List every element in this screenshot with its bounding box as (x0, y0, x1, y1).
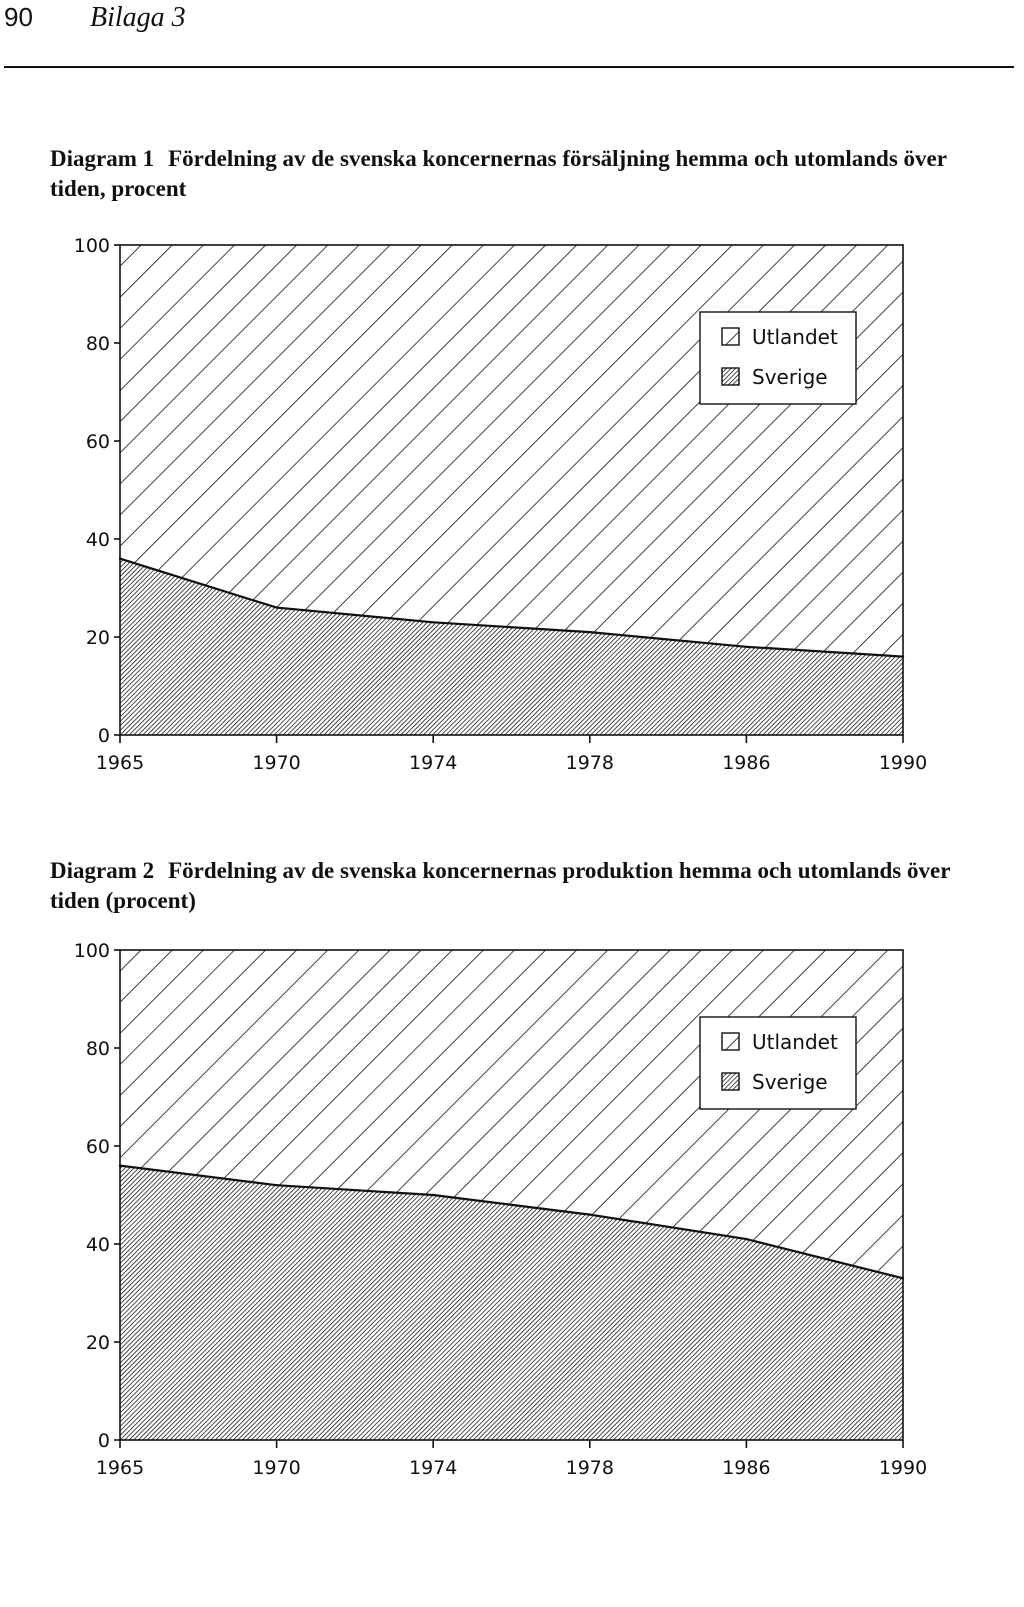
figure-label-2: Diagram 2 (50, 858, 155, 883)
x-tick-label: 1970 (252, 752, 301, 774)
data-point-sverige (432, 1194, 434, 1196)
x-tick-label: 1986 (722, 1457, 771, 1479)
legend-swatch (722, 368, 739, 385)
y-tick-label: 20 (85, 1332, 110, 1354)
data-point-sverige (275, 1184, 277, 1186)
y-tick-label: 80 (85, 1038, 110, 1060)
legend-label: Sverige (752, 365, 828, 389)
y-tick-label: 80 (85, 333, 110, 355)
y-tick-label: 60 (85, 1136, 110, 1158)
data-point-sverige (745, 646, 747, 648)
header-rule (4, 66, 1014, 68)
legend (700, 1017, 856, 1109)
x-tick-label: 1990 (878, 1457, 928, 1479)
y-tick-label: 100 (73, 235, 110, 257)
y-tick-label: 40 (85, 1234, 110, 1256)
x-tick-label: 1970 (252, 1457, 301, 1479)
chart-2 (0, 935, 1024, 1535)
legend-swatch (722, 1073, 739, 1090)
legend-label: Sverige (752, 1070, 828, 1094)
page-number: 90 (4, 2, 33, 32)
legend-swatch (722, 1033, 739, 1050)
y-tick-label: 20 (85, 627, 110, 649)
figure-label-1: Diagram 1 (50, 146, 155, 171)
legend (700, 312, 856, 404)
figure-caption-1 (50, 144, 950, 204)
y-tick-label: 0 (97, 1430, 110, 1452)
figure-caption-2 (50, 856, 950, 916)
legend-label: Utlandet (752, 325, 838, 349)
data-point-sverige (432, 621, 434, 623)
chart-1 (0, 230, 1024, 830)
data-point-sverige (589, 1213, 591, 1215)
running-head: Bilaga 3 (90, 2, 186, 33)
legend-label: Utlandet (752, 1030, 838, 1054)
figure-title-1: Fördelning av de svenska koncernernas försäljning hemma och utomlands över tiden, procent (50, 146, 947, 201)
y-tick-label: 60 (85, 431, 110, 453)
data-point-sverige (275, 606, 277, 608)
figure-title-2: Fördelning av de svenska koncernernas produktion hemma och utomlands över tiden (procent) (50, 858, 951, 913)
x-tick-label: 1965 (95, 752, 145, 774)
y-tick-label: 100 (73, 940, 110, 962)
x-tick-label: 1978 (565, 1457, 614, 1479)
data-point-sverige (745, 1238, 747, 1240)
x-tick-label: 1990 (878, 752, 928, 774)
legend-swatch (722, 328, 739, 345)
x-tick-label: 1986 (722, 752, 771, 774)
y-tick-label: 0 (97, 725, 110, 747)
data-point-sverige (589, 631, 591, 633)
x-tick-label: 1965 (95, 1457, 145, 1479)
x-tick-label: 1974 (409, 752, 458, 774)
y-tick-label: 40 (85, 529, 110, 551)
x-tick-label: 1974 (409, 1457, 458, 1479)
x-tick-label: 1978 (565, 752, 614, 774)
